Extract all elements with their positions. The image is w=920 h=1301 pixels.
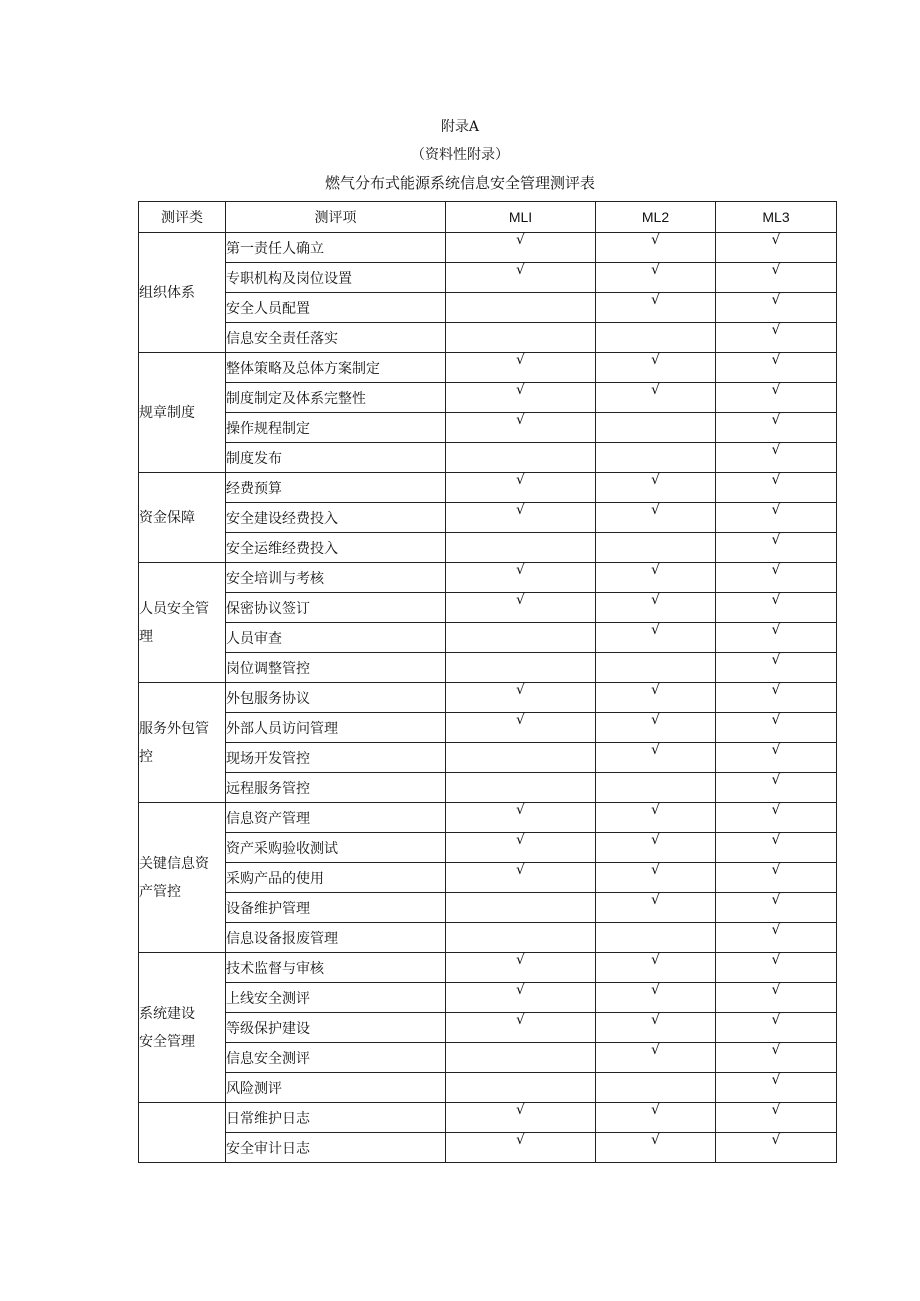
ml1-check-cell <box>446 533 596 563</box>
ml3-check-cell: √ <box>716 1133 837 1163</box>
table-row <box>139 1073 837 1103</box>
ml2-check-cell: √ <box>596 1043 716 1073</box>
ml2-check-cell: √ <box>596 503 716 533</box>
ml2-check-cell: √ <box>596 803 716 833</box>
table-row <box>139 533 837 563</box>
ml1-check-cell <box>446 323 596 353</box>
ml3-check-cell: √ <box>716 713 837 743</box>
column-header-ml3: ML3 <box>716 202 837 233</box>
ml3-check-cell: √ <box>716 413 837 443</box>
ml2-check-cell <box>596 443 716 473</box>
ml3-check-cell: √ <box>716 983 837 1013</box>
ml1-check-cell: √ <box>446 1103 596 1133</box>
ml2-check-cell <box>596 773 716 803</box>
category-label: 人员安全管理 <box>139 600 209 645</box>
ml2-check-cell: √ <box>596 233 716 263</box>
ml2-check-cell: √ <box>596 953 716 983</box>
item-cell: 制度制定及体系完整性 <box>226 383 446 413</box>
ml2-check-cell <box>596 413 716 443</box>
ml3-check-cell: √ <box>716 233 837 263</box>
ml2-check-cell: √ <box>596 863 716 893</box>
ml2-check-cell: √ <box>596 833 716 863</box>
item-cell: 经费预算 <box>226 473 446 503</box>
category-cell <box>139 233 226 353</box>
table-row <box>139 1133 837 1163</box>
item-cell: 安全培训与考核 <box>226 563 446 593</box>
item-cell: 专职机构及岗位设置 <box>226 263 446 293</box>
ml3-check-cell: √ <box>716 593 837 623</box>
ml1-check-cell: √ <box>446 233 596 263</box>
ml1-check-cell <box>446 743 596 773</box>
ml3-check-cell: √ <box>716 533 837 563</box>
ml2-check-cell: √ <box>596 263 716 293</box>
table-row <box>139 353 837 383</box>
table-row <box>139 713 837 743</box>
ml2-check-cell: √ <box>596 353 716 383</box>
ml2-check-cell <box>596 533 716 563</box>
table-row <box>139 803 837 833</box>
ml3-check-cell: √ <box>716 653 837 683</box>
ml2-check-cell: √ <box>596 1013 716 1043</box>
table-row <box>139 383 837 413</box>
ml3-check-cell: √ <box>716 1043 837 1073</box>
ml2-check-cell: √ <box>596 743 716 773</box>
item-cell: 整体策略及总体方案制定 <box>226 353 446 383</box>
ml1-check-cell: √ <box>446 1133 596 1163</box>
ml2-check-cell: √ <box>596 383 716 413</box>
ml2-check-cell: √ <box>596 593 716 623</box>
ml3-check-cell: √ <box>716 683 837 713</box>
table-row <box>139 1103 837 1133</box>
table-row <box>139 1043 837 1073</box>
ml2-check-cell: √ <box>596 983 716 1013</box>
table-row <box>139 293 837 323</box>
ml2-check-cell: √ <box>596 713 716 743</box>
category-label: 资金保障 <box>139 509 195 526</box>
ml2-check-cell <box>596 653 716 683</box>
ml1-check-cell: √ <box>446 683 596 713</box>
item-cell: 安全人员配置 <box>226 293 446 323</box>
table-row <box>139 773 837 803</box>
ml3-check-cell: √ <box>716 1073 837 1103</box>
ml1-check-cell: √ <box>446 473 596 503</box>
column-header-ml2: ML2 <box>596 202 716 233</box>
table-row <box>139 503 837 533</box>
item-cell: 制度发布 <box>226 443 446 473</box>
table-row <box>139 743 837 773</box>
item-cell: 操作规程制定 <box>226 413 446 443</box>
table-row <box>139 893 837 923</box>
ml3-check-cell: √ <box>716 773 837 803</box>
item-cell: 岗位调整管控 <box>226 653 446 683</box>
ml1-check-cell <box>446 623 596 653</box>
ml3-check-cell: √ <box>716 353 837 383</box>
item-cell: 日常维护日志 <box>226 1103 446 1133</box>
table-row <box>139 1013 837 1043</box>
ml2-check-cell <box>596 1073 716 1103</box>
category-cell <box>139 563 226 683</box>
table-title: 燃气分布式能源系统信息安全管理测评表 <box>324 174 595 192</box>
ml3-check-cell: √ <box>716 923 837 953</box>
ml2-check-cell <box>596 323 716 353</box>
ml1-check-cell: √ <box>446 803 596 833</box>
table-row <box>139 653 837 683</box>
ml1-check-cell <box>446 773 596 803</box>
ml3-check-cell: √ <box>716 1103 837 1133</box>
ml1-check-cell <box>446 1043 596 1073</box>
table-row <box>139 323 837 353</box>
item-cell: 远程服务管控 <box>226 773 446 803</box>
ml1-check-cell: √ <box>446 353 596 383</box>
table-row <box>139 623 837 653</box>
ml2-check-cell: √ <box>596 563 716 593</box>
category-label: 关键信息资产管控 <box>139 855 209 900</box>
ml2-check-cell: √ <box>596 1103 716 1133</box>
ml1-check-cell <box>446 1073 596 1103</box>
table-row <box>139 413 837 443</box>
category-label: 组织体系 <box>139 284 195 301</box>
item-cell: 保密协议签订 <box>226 593 446 623</box>
table-row <box>139 863 837 893</box>
item-cell: 资产采购验收测试 <box>226 833 446 863</box>
ml1-check-cell: √ <box>446 263 596 293</box>
ml3-check-cell: √ <box>716 563 837 593</box>
ml2-check-cell: √ <box>596 1133 716 1163</box>
table-row <box>139 593 837 623</box>
ml1-check-cell <box>446 443 596 473</box>
category-cell <box>139 353 226 473</box>
item-cell: 信息资产管理 <box>226 803 446 833</box>
ml1-check-cell <box>446 653 596 683</box>
item-cell: 安全建设经费投入 <box>226 503 446 533</box>
item-cell: 信息安全测评 <box>226 1043 446 1073</box>
ml2-check-cell: √ <box>596 893 716 923</box>
ml1-check-cell: √ <box>446 413 596 443</box>
item-cell: 安全运维经费投入 <box>226 533 446 563</box>
ml3-check-cell: √ <box>716 623 837 653</box>
table-row <box>139 683 837 713</box>
ml3-check-cell: √ <box>716 293 837 323</box>
ml1-check-cell: √ <box>446 1013 596 1043</box>
item-cell: 安全审计日志 <box>226 1133 446 1163</box>
item-cell: 等级保护建设 <box>226 1013 446 1043</box>
item-cell: 上线安全测评 <box>226 983 446 1013</box>
item-cell: 外包服务协议 <box>226 683 446 713</box>
ml3-check-cell: √ <box>716 953 837 983</box>
ml3-check-cell: √ <box>716 323 837 353</box>
category-label: 规章制度 <box>139 404 195 421</box>
table-row <box>139 923 837 953</box>
item-cell: 风险测评 <box>226 1073 446 1103</box>
ml1-check-cell: √ <box>446 563 596 593</box>
column-header-category: 测评类 <box>139 202 226 233</box>
ml1-check-cell: √ <box>446 713 596 743</box>
category-label: 系统建设安全管理 <box>139 1005 195 1050</box>
assessment-table <box>138 201 837 1163</box>
ml3-check-cell: √ <box>716 803 837 833</box>
item-cell: 设备维护管理 <box>226 893 446 923</box>
table-row <box>139 443 837 473</box>
ml1-check-cell <box>446 293 596 323</box>
table-row <box>139 833 837 863</box>
ml3-check-cell: √ <box>716 383 837 413</box>
ml3-check-cell: √ <box>716 893 837 923</box>
table-row <box>139 953 837 983</box>
ml2-check-cell: √ <box>596 473 716 503</box>
item-cell: 信息设备报废管理 <box>226 923 446 953</box>
category-cell <box>139 1103 226 1163</box>
ml1-check-cell: √ <box>446 383 596 413</box>
ml3-check-cell: √ <box>716 263 837 293</box>
ml3-check-cell: √ <box>716 743 837 773</box>
ml1-check-cell: √ <box>446 953 596 983</box>
item-cell: 现场开发管控 <box>226 743 446 773</box>
ml3-check-cell: √ <box>716 503 837 533</box>
appendix-note: （资料性附录） <box>411 147 509 163</box>
ml2-check-cell: √ <box>596 293 716 323</box>
ml1-check-cell: √ <box>446 593 596 623</box>
category-cell <box>139 473 226 563</box>
category-cell <box>139 953 226 1103</box>
category-label: 服务外包管控 <box>139 720 209 765</box>
ml2-check-cell <box>596 923 716 953</box>
item-cell: 采购产品的使用 <box>226 863 446 893</box>
category-cell <box>139 683 226 803</box>
category-cell <box>139 803 226 953</box>
item-cell: 第一责任人确立 <box>226 233 446 263</box>
ml2-check-cell: √ <box>596 623 716 653</box>
ml1-check-cell: √ <box>446 983 596 1013</box>
column-header-item: 测评项 <box>226 202 446 233</box>
appendix-label: 附录A <box>440 119 480 135</box>
item-cell: 人员审查 <box>226 623 446 653</box>
column-header-ml1: MLI <box>446 202 596 233</box>
item-cell: 技术监督与审核 <box>226 953 446 983</box>
ml1-check-cell <box>446 923 596 953</box>
ml3-check-cell: √ <box>716 1013 837 1043</box>
header-row <box>139 202 837 233</box>
ml1-check-cell: √ <box>446 863 596 893</box>
ml1-check-cell: √ <box>446 833 596 863</box>
table-row <box>139 263 837 293</box>
table-row <box>139 563 837 593</box>
ml3-check-cell: √ <box>716 833 837 863</box>
ml3-check-cell: √ <box>716 443 837 473</box>
item-cell: 信息安全责任落实 <box>226 323 446 353</box>
table-row <box>139 473 837 503</box>
table-row <box>139 233 837 263</box>
table-row <box>139 983 837 1013</box>
ml1-check-cell <box>446 893 596 923</box>
ml1-check-cell: √ <box>446 503 596 533</box>
ml3-check-cell: √ <box>716 863 837 893</box>
ml2-check-cell: √ <box>596 683 716 713</box>
ml3-check-cell: √ <box>716 473 837 503</box>
item-cell: 外部人员访问管理 <box>226 713 446 743</box>
